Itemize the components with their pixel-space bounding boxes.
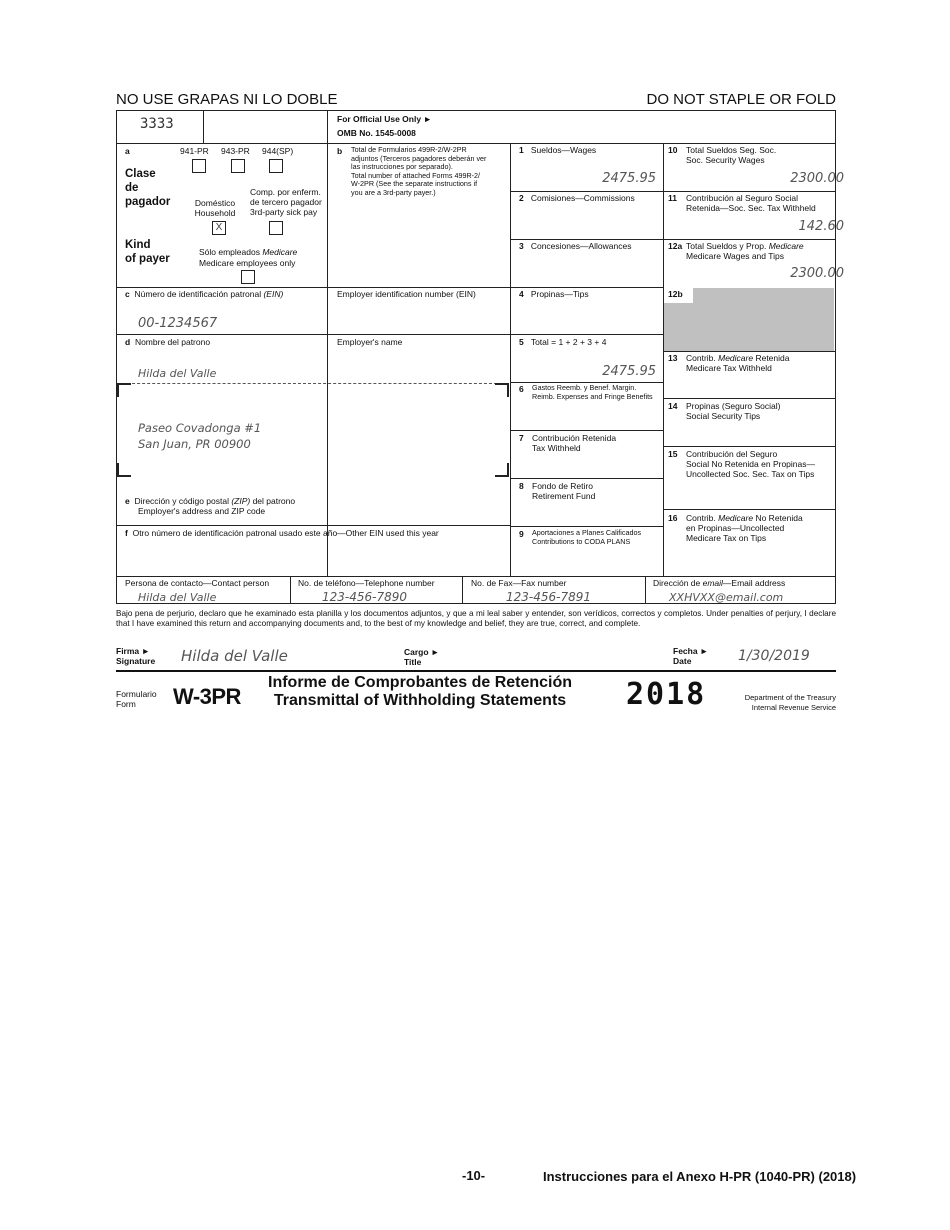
- box-15-num: 15: [668, 449, 678, 459]
- box-11-value[interactable]: 142.60: [798, 219, 844, 234]
- employer-name-value[interactable]: Hilda del Valle: [138, 367, 217, 380]
- checkbox-944sp[interactable]: [269, 159, 283, 173]
- window-corner-br: [495, 463, 509, 477]
- box-10-label: Total Sueldos Seg. Soc. Soc. Security Wages: [686, 145, 777, 165]
- checkbox-943pr[interactable]: [231, 159, 245, 173]
- contact-person-label: Persona de contacto—Contact person: [125, 578, 270, 588]
- signature-value[interactable]: Hilda del Valle: [181, 647, 288, 665]
- date-label: Fecha ► Date: [673, 646, 709, 666]
- control-number[interactable]: 3333: [140, 116, 174, 132]
- contact-person-value[interactable]: Hilda del Valle: [138, 591, 217, 604]
- box-14-label: Propinas (Seguro Social) Social Security Tips: [686, 401, 781, 421]
- telephone-label: No. de teléfono—Telephone number: [298, 578, 435, 588]
- employer-address-value[interactable]: Paseo Covadonga #1 San Juan, PR 00900: [138, 421, 262, 451]
- box-6-num: 6: [519, 384, 524, 394]
- box-16-label: Contrib. Medicare No Retenida en Propinas—Uncollected Medicare Tax on Tips: [686, 513, 803, 543]
- box-9-label: Aportaciones a Planes Calificados Contributions to CODA PLANS: [532, 528, 642, 546]
- box-11-label: Contribución al Seguro Social Retenida—Soc. Sec. Tax Withheld: [686, 193, 816, 213]
- box-13-label: Contrib. Medicare Retenida Medicare Tax Withheld: [686, 353, 790, 373]
- comp-sick-label: Comp. por enferm. de tercero pagador 3rd-party sick pay: [250, 187, 322, 217]
- box-12b-num: 12b: [668, 289, 683, 299]
- kind-of-payer-label: Kind of payer: [125, 239, 170, 265]
- col-941pr: 941-PR: [180, 146, 209, 156]
- window-corner-bl: [117, 463, 131, 477]
- solo-medicare-label: Sólo empleados Medicare: [199, 247, 298, 257]
- email-label: Dirección de email—Email address: [653, 578, 786, 588]
- box-13-num: 13: [668, 353, 678, 363]
- date-value[interactable]: 1/30/2019: [738, 648, 810, 664]
- box-a-letter: a: [125, 146, 130, 156]
- box-8-label: Fondo de Retiro Retirement Fund: [532, 481, 596, 501]
- email-value[interactable]: XXHVXX@email.com: [669, 591, 784, 604]
- box-e-label: e Dirección y código postal (ZIP) del patrono Employer's address and ZIP code: [125, 496, 296, 516]
- box-10-value[interactable]: 2300.00: [790, 171, 844, 186]
- box-16-num: 16: [668, 513, 678, 523]
- checkbox-medicare-only[interactable]: [241, 270, 255, 284]
- telephone-value[interactable]: 123-456-7890: [322, 590, 408, 604]
- box-b-text: Total de Formularios 499R-2/W-2PR adjuntos (Terceros pagadores deberán ver las instrucciones por separado). Total number of attached Forms 499R-2/ W-2PR (See the separate instructions if you are a 3rd-party payer.): [351, 145, 487, 197]
- box-4-label: 4 Propinas—Tips: [519, 289, 589, 299]
- window-corner-tr: [495, 383, 509, 397]
- box-12a-num: 12a: [668, 241, 683, 251]
- box-6-label: Gastos Reemb. y Benef. Margin. Reimb. Expenses and Fringe Benefits: [532, 383, 653, 401]
- box-1-value[interactable]: 2475.95: [602, 171, 656, 186]
- no-staple-en: DO NOT STAPLE OR FOLD: [646, 91, 836, 108]
- col-943pr: 943-PR: [221, 146, 250, 156]
- form-year: 2018: [626, 677, 707, 712]
- box-3-label: 3 Concesiones—Allowances: [519, 241, 632, 251]
- box-7-label: Contribución Retenida Tax Withheld: [532, 433, 617, 453]
- dept-treasury: Department of the Treasury Internal Revenue Service: [744, 693, 836, 712]
- perjury-statement: Bajo pena de perjurio, declaro que he examinado esta planilla y los documentos adjuntos, y que a mi leal saber y entender, son verídicos, correctos y completos. Under penalties of perjury, I declare that I have examined this return and accompanying documents and, to the best of my knowledge and belief, they are true, correct, and complete.: [116, 609, 836, 628]
- medicare-only-label: Medicare employees only: [199, 258, 296, 268]
- box-b-letter: b: [337, 146, 343, 156]
- title-label: Cargo ► Title: [404, 647, 440, 667]
- official-use-label: For Official Use Only ►: [337, 114, 432, 124]
- page-number: -10-: [462, 1168, 486, 1183]
- box-c-label-en: Employer identification number (EIN): [337, 289, 476, 299]
- no-staple-es: NO USE GRAPAS NI LO DOBLE: [116, 91, 338, 108]
- checkbox-household[interactable]: X: [212, 221, 226, 235]
- formulario-label: Formulario Form: [116, 689, 157, 709]
- domestico-label: Doméstico Household: [194, 198, 236, 218]
- box-1-label: 1 Sueldos—Wages: [519, 145, 597, 155]
- clase-label: Clase de pagador: [125, 168, 171, 208]
- box-d-label-en: Employer's name: [337, 337, 403, 347]
- window-corner-tl: [117, 383, 131, 397]
- fax-label: No. de Fax—Fax number: [471, 578, 567, 588]
- box-12a-label: Total Sueldos y Prop. Medicare Medicare Wages and Tips: [686, 241, 804, 261]
- box-11-num: 11: [668, 193, 677, 203]
- box-5-label: 5 Total = 1 + 2 + 3 + 4: [519, 337, 607, 347]
- box-10-num: 10: [668, 145, 678, 155]
- box-8-num: 8: [519, 481, 524, 491]
- box-9-num: 9: [519, 529, 524, 539]
- employer-ein-value[interactable]: 00-1234567: [138, 316, 218, 331]
- checkbox-third-party-sick[interactable]: [269, 221, 283, 235]
- box-2-label: 2 Comisiones—Commissions: [519, 193, 635, 203]
- form-title: Informe de Comprobantes de Retención Transmittal of Withholding Statements: [268, 674, 573, 709]
- document-title: Instrucciones para el Anexo H-PR (1040-PR) (2018): [543, 1169, 857, 1184]
- box-14-num: 14: [668, 401, 678, 411]
- col-944sp: 944(SP): [262, 146, 294, 156]
- box-c-label: c Número de identificación patronal (EIN): [125, 289, 284, 299]
- box-12a-value[interactable]: 2300.00: [790, 266, 844, 281]
- form-code: W-3PR: [173, 684, 241, 709]
- fax-value[interactable]: 123-456-7891: [506, 590, 592, 604]
- box-15-label: Contribución del Seguro Social No Retenida en Propinas— Uncollected Soc. Sec. Tax on Tips: [686, 449, 815, 479]
- signature-rule: [116, 670, 836, 672]
- omb-number: OMB No. 1545-0008: [337, 128, 416, 138]
- box-f-label: f Otro número de identificación patronal usado este año—Other EIN used this year: [125, 528, 439, 538]
- box-5-value[interactable]: 2475.95: [602, 364, 656, 379]
- signature-label: Firma ► Signature: [116, 646, 156, 666]
- box-7-num: 7: [519, 433, 524, 443]
- checkbox-941pr[interactable]: [192, 159, 206, 173]
- box-d-label: d Nombre del patrono: [125, 337, 211, 347]
